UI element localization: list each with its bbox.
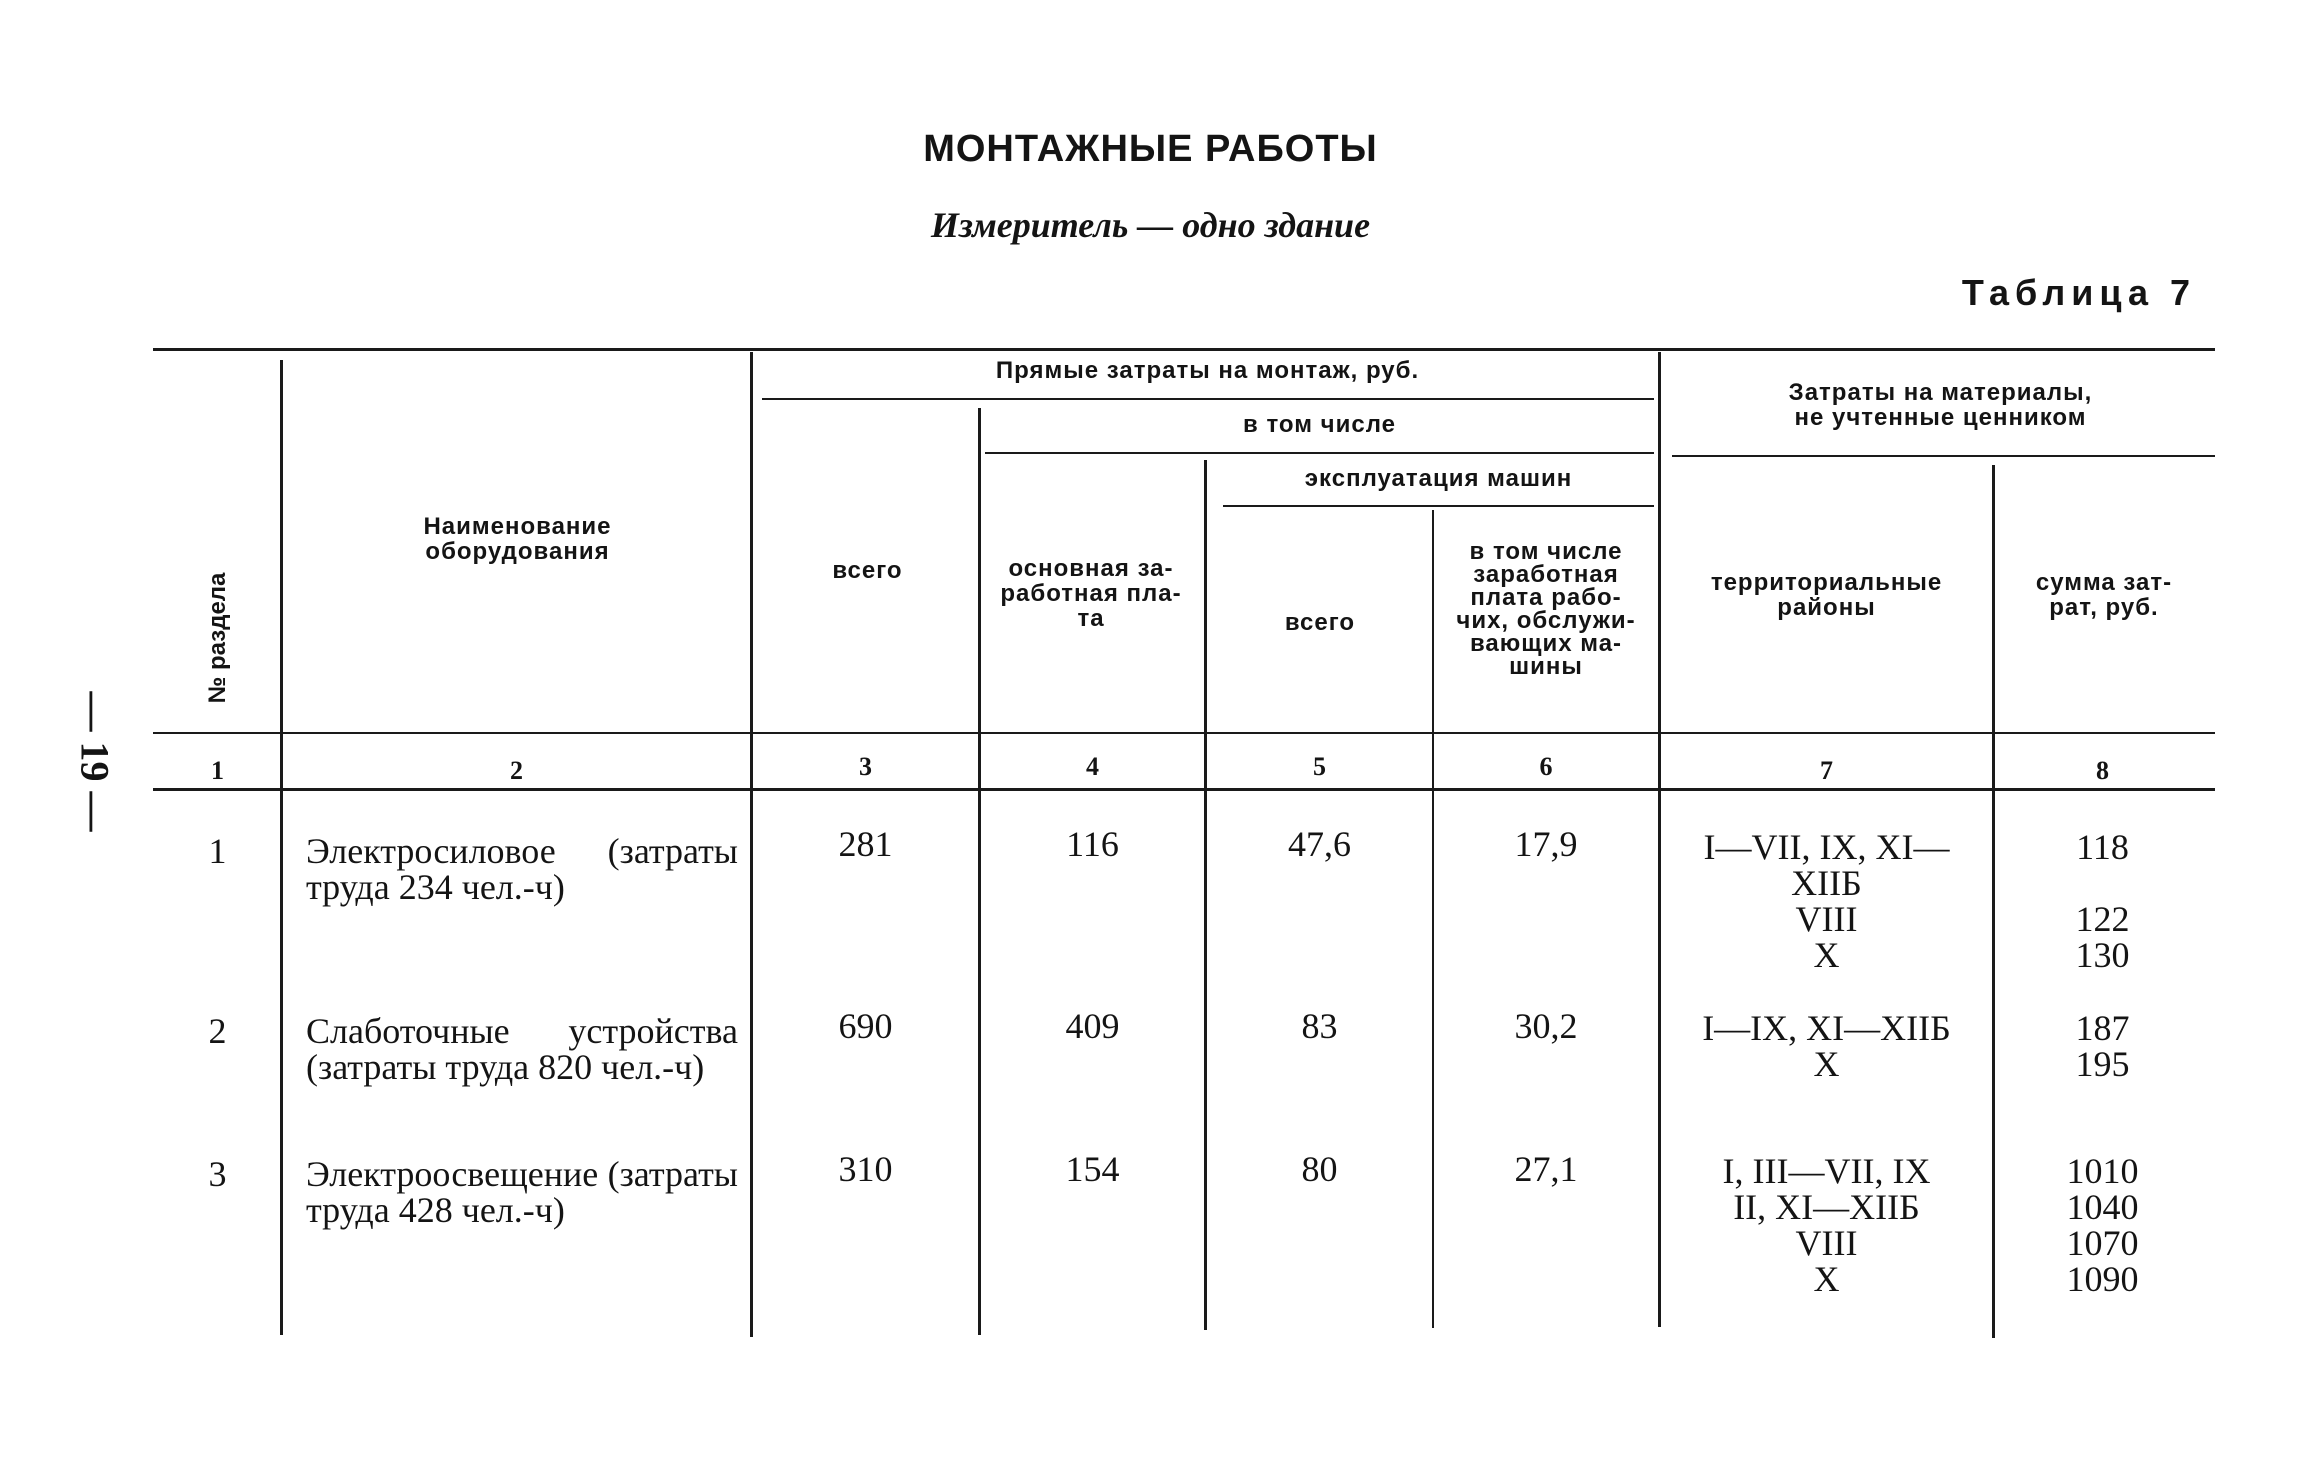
- header-regions-line: территориальные: [1710, 569, 1943, 596]
- header-sum-line: сумма зат-: [2035, 569, 2173, 596]
- region-entry: VIII: [1795, 1223, 1858, 1263]
- rule-under-including: [985, 452, 1654, 454]
- rule-under-direct-costs: [762, 398, 1654, 400]
- header-equipment-name-line: Наименование: [423, 513, 612, 540]
- header-machine-wage-line: плата рабо-: [1470, 584, 1622, 611]
- column-number: 2: [510, 756, 523, 785]
- region-entry: X: [1813, 935, 1840, 975]
- header-machine-wage-line: заработная: [1473, 561, 1619, 588]
- header-sum: [1998, 570, 2210, 620]
- sum-entry: 1090: [2066, 1259, 2139, 1299]
- row-3-sums: [1995, 1153, 2210, 1297]
- row-1-machine-wage: 17,9: [1514, 824, 1578, 864]
- header-equipment-name: [290, 514, 745, 564]
- col-divider-5: [1432, 510, 1434, 1328]
- col-divider-3: [978, 408, 981, 1335]
- header-regions-line: районы: [1777, 594, 1876, 621]
- column-number: 4: [1086, 752, 1099, 781]
- table-top-rule: [153, 348, 2215, 351]
- row-1-machine-total: 47,6: [1288, 824, 1351, 864]
- column-number: 3: [859, 752, 872, 781]
- header-machine-total: всего: [1284, 609, 1356, 636]
- region-entry: X: [1813, 1259, 1840, 1299]
- column-number: 1: [211, 756, 224, 785]
- rule-below-column-numbers: [153, 788, 2215, 791]
- header-base-wage: [980, 556, 1202, 631]
- header-materials-line: не учтенные ценником: [1794, 404, 2087, 431]
- header-machine-wage-line: в том числе: [1469, 538, 1623, 565]
- row-2-sums: [1995, 1010, 2210, 1082]
- sum-entry: 1070: [2066, 1223, 2139, 1263]
- col-divider-4: [1204, 460, 1207, 1330]
- row-3-regions: [1661, 1153, 1992, 1297]
- header-base-wage-line: работная пла-: [1000, 580, 1182, 607]
- region-entry: I—VII, IX, XI—: [1703, 827, 1950, 867]
- rule-above-column-numbers: [153, 732, 2215, 734]
- row-2-base-wage: 409: [1065, 1006, 1120, 1046]
- header-machine-wage-line: чих, обслужи-: [1456, 607, 1636, 634]
- row-3-base-wage: 154: [1065, 1149, 1120, 1189]
- header-regions: [1664, 570, 1989, 620]
- header-including: в том числе: [1243, 411, 1396, 438]
- rule-under-materials: [1672, 455, 2215, 457]
- sum-entry: 118: [2076, 827, 2129, 867]
- row-3-machine-wage: 27,1: [1514, 1149, 1578, 1189]
- page-title: МОНТАЖНЫЕ РАБОТЫ: [923, 128, 1378, 170]
- row-2-no: 2: [208, 1011, 227, 1051]
- region-entry: I, III—VII, IX: [1722, 1151, 1931, 1191]
- column-number: 5: [1313, 752, 1326, 781]
- header-machine-wage-line: шины: [1509, 653, 1583, 680]
- row-1-base-wage: 116: [1066, 824, 1119, 864]
- row-1-no: 1: [208, 831, 227, 871]
- row-1-sums: [1995, 829, 2210, 973]
- row-1-regions: [1661, 829, 1992, 973]
- sum-entry: 1040: [2066, 1187, 2139, 1227]
- header-machine-wage: [1436, 540, 1656, 678]
- row-1-name: Электросиловое (затраты труда 234 чел.-ч): [306, 831, 738, 907]
- header-base-wage-line: основная за-: [1008, 555, 1174, 582]
- rule-under-machine-operation: [1223, 505, 1654, 507]
- header-base-wage-line: та: [1077, 605, 1105, 632]
- sum-entry: 122: [2075, 899, 2130, 939]
- region-entry: XIIБ: [1791, 863, 1862, 903]
- header-equipment-name-line: оборудования: [425, 538, 610, 565]
- row-2-regions: [1661, 1010, 1992, 1082]
- header-section-no-text: № раздела: [204, 572, 231, 704]
- region-entry: X: [1813, 1044, 1840, 1084]
- row-2-machine-wage: 30,2: [1514, 1006, 1578, 1046]
- sum-entry: 187: [2075, 1008, 2130, 1048]
- region-entry: II, XI—XIIБ: [1733, 1187, 1920, 1227]
- header-machine-operation: эксплуатация машин: [1304, 465, 1573, 492]
- header-materials: [1668, 380, 2213, 430]
- row-3-machine-total: 80: [1301, 1149, 1338, 1189]
- row-2-total: 690: [838, 1006, 893, 1046]
- column-number: 7: [1820, 756, 1833, 785]
- header-materials-line: Затраты на материалы,: [1788, 379, 2093, 406]
- region-entry: VIII: [1795, 899, 1858, 939]
- header-direct-costs: Прямые затраты на монтаж, руб.: [995, 357, 1420, 384]
- header-total: всего: [832, 557, 903, 584]
- row-1-total: 281: [838, 824, 893, 864]
- table-label: Таблица 7: [1961, 272, 2196, 313]
- sum-entry: [1995, 865, 2210, 901]
- row-2-machine-total: 83: [1301, 1006, 1338, 1046]
- row-3-total: 310: [838, 1149, 893, 1189]
- page-number-text: — 19 —: [72, 691, 118, 832]
- sum-entry: 1010: [2066, 1151, 2139, 1191]
- page-subtitle: Измеритель — одно здание: [930, 205, 1371, 245]
- column-number: 8: [2096, 756, 2109, 785]
- row-2-name: Слаботочные устройства (затраты труда 820 чел.-ч): [306, 1011, 738, 1087]
- row-3-no: 3: [208, 1154, 227, 1194]
- header-machine-wage-line: вающих ма-: [1469, 630, 1623, 657]
- column-number: 6: [1539, 752, 1553, 781]
- sum-entry: 130: [2075, 935, 2130, 975]
- col-divider-1: [280, 360, 283, 1335]
- row-3-name: Электроосвещение (затраты труда 428 чел.-ч): [306, 1154, 738, 1230]
- header-sum-line: рат, руб.: [2049, 594, 2159, 621]
- sum-entry: 195: [2075, 1044, 2130, 1084]
- region-entry: I—IX, XI—XIIБ: [1702, 1008, 1951, 1048]
